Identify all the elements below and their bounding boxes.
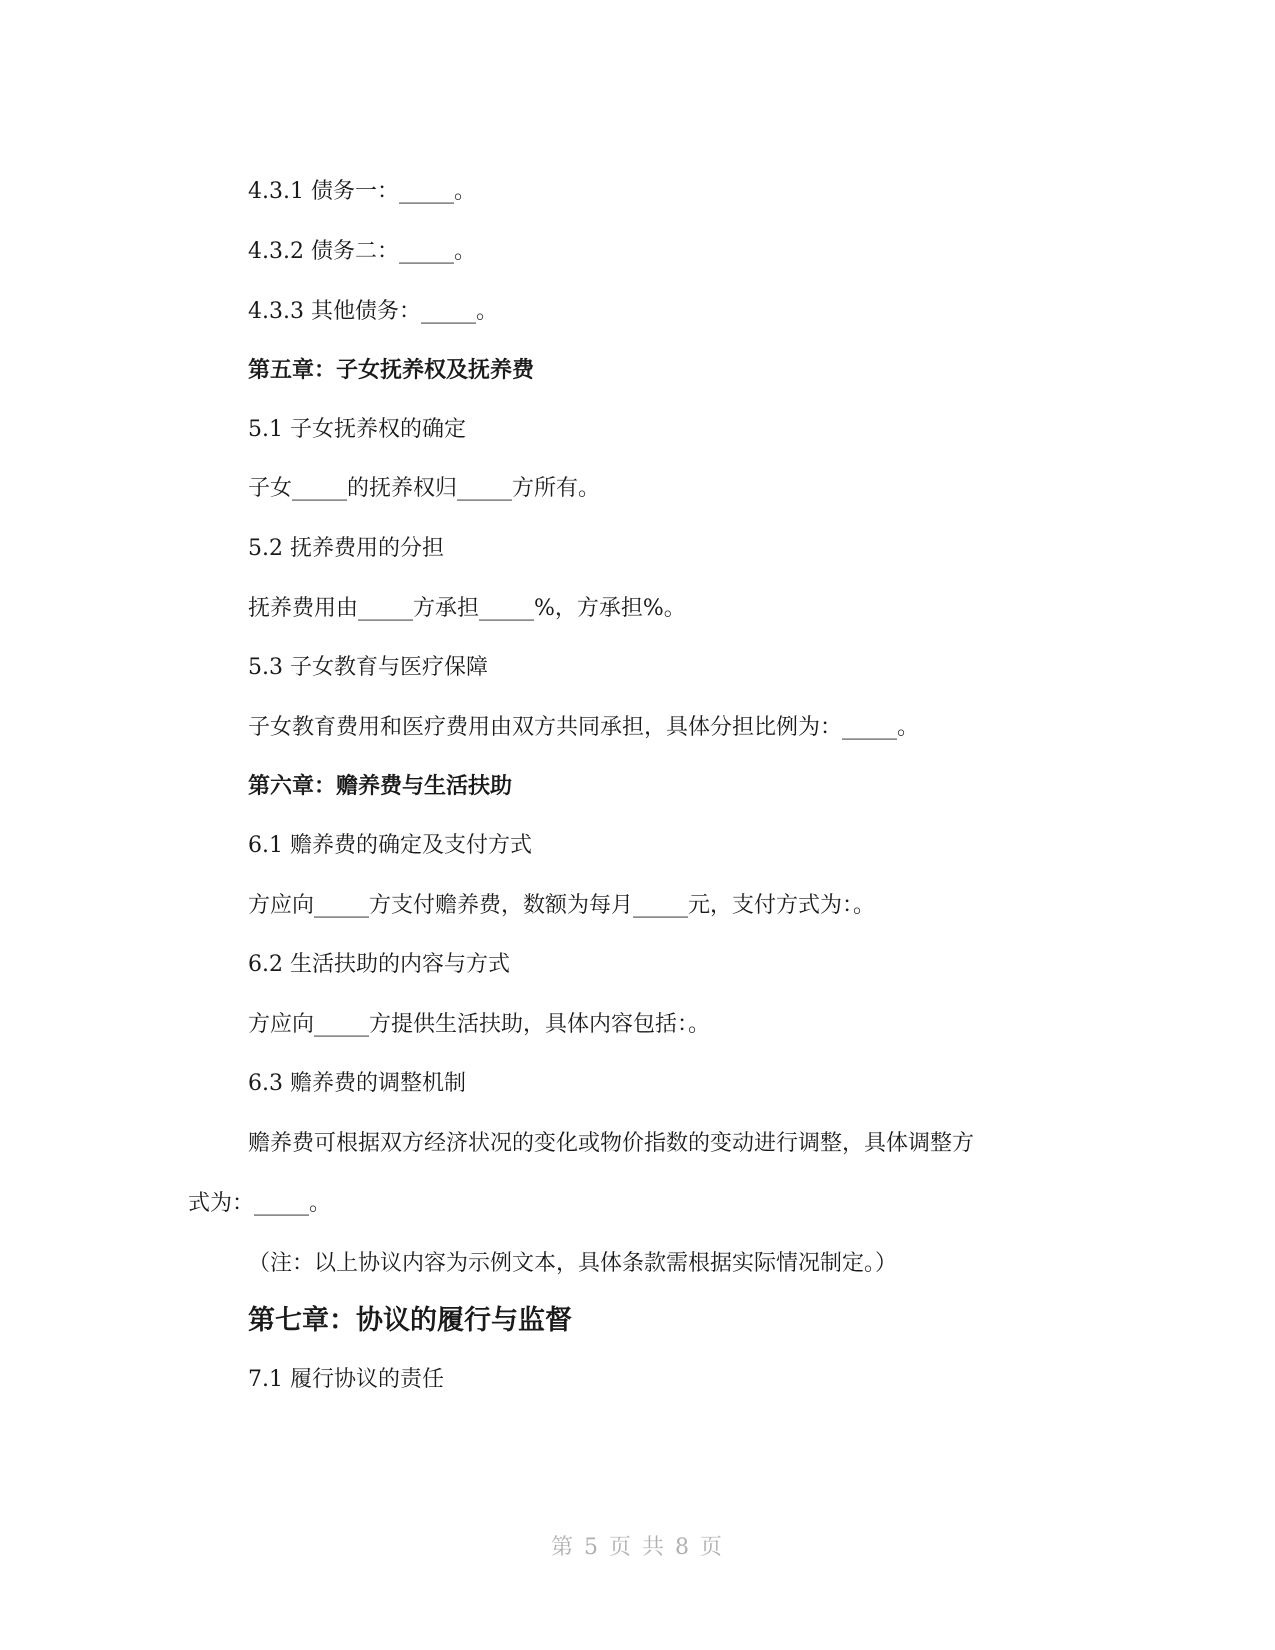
section-6-3-title: 6.3 赡养费的调整机制 [248, 1071, 466, 1096]
section-6-3-body-continued: 式为：_____。 [188, 1191, 332, 1216]
section-6-1-title: 6.1 赡养费的确定及支付方式 [248, 833, 532, 858]
section-6-1-body: 方应向_____方支付赡养费，数额为每月_____元，支付方式为：。 [248, 893, 876, 918]
section-5-2-body: 抚养费用由_____方承担_____%，方承担%。 [248, 596, 686, 621]
section-5-2-title: 5.2 抚养费用的分担 [248, 536, 444, 561]
section-6-2-title: 6.2 生活扶助的内容与方式 [248, 952, 510, 977]
section-7-1-title: 7.1 履行协议的责任 [248, 1367, 444, 1392]
section-5-3-body: 子女教育费用和医疗费用由双方共同承担，具体分担比例为：_____。 [248, 715, 920, 740]
chapter-6-heading: 第六章：赡养费与生活扶助 [248, 774, 513, 799]
clause-4-3-3: 4.3.3 其他债务：_____。 [248, 299, 498, 324]
section-6-3-body: 赡养费可根据双方经济状况的变化或物价指数的变动进行调整，具体调整方 [248, 1131, 975, 1156]
note-paragraph: （注：以上协议内容为示例文本，具体条款需根据实际情况制定。） [248, 1251, 898, 1276]
section-5-1-title: 5.1 子女抚养权的确定 [248, 417, 466, 442]
clause-4-3-1: 4.3.1 债务一：_____。 [248, 179, 476, 204]
page-number-footer: 第 5 页 共 8 页 [551, 1535, 724, 1560]
section-6-2-body: 方应向_____方提供生活扶助，具体内容包括：。 [248, 1012, 711, 1037]
chapter-5-heading: 第五章：子女抚养权及抚养费 [248, 358, 535, 383]
section-5-3-title: 5.3 子女教育与医疗保障 [248, 655, 488, 680]
section-5-1-body: 子女_____的抚养权归_____方所有。 [248, 476, 601, 501]
clause-4-3-2: 4.3.2 债务二：_____。 [248, 239, 476, 264]
chapter-7-heading: 第七章：协议的履行与监督 [248, 1305, 572, 1336]
